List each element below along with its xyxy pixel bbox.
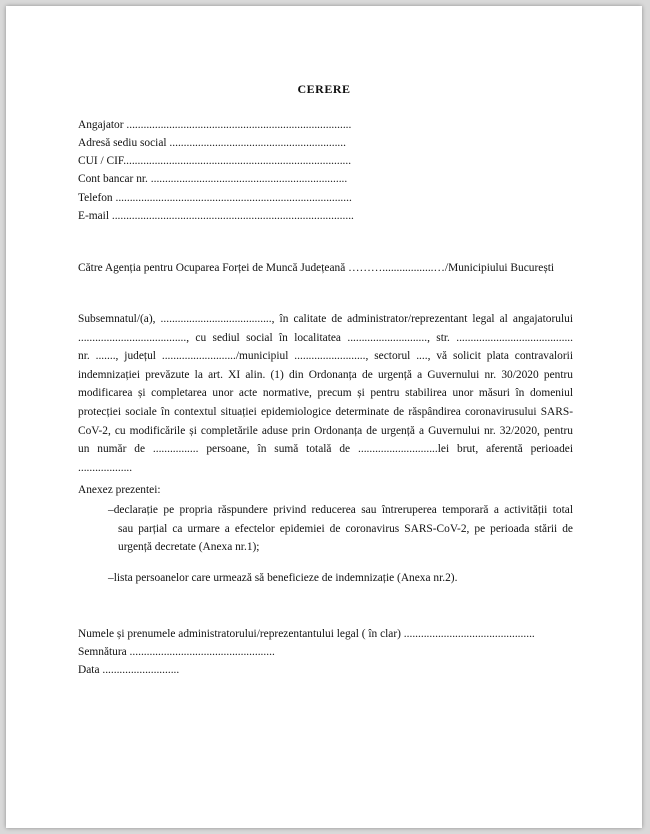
cui-field: CUI / CIF................................................................................	[78, 155, 352, 167]
document-title: CERERE	[297, 82, 351, 96]
administrator-name-field: Numele și prenumele administratorului/reprezentantului legal ( în clar) ..............................................	[78, 628, 535, 640]
paragraph-line: un număr de ................ persoane, în sumă totală de ............................lei brut, aferentă perioadei	[78, 443, 573, 456]
signature-field: Semnătura ...................................................	[78, 646, 275, 658]
paragraph-line: CoV-2, cu modificările și completările aduse prin Ordonanța de urgență a Guvernului nr. 32/2020, pentru	[78, 424, 573, 437]
annex-item	[108, 569, 573, 588]
employer-field: Angajator ...............................................................................	[78, 119, 352, 131]
request-paragraph	[78, 310, 573, 477]
paragraph-line: nr. ......., județul ........................../municipiul ........................., sectorul ...., vă solicit plata contravalorii	[78, 350, 573, 363]
annex-item-line: –lista persoanelor care urmează să beneficieze de indemnizație (Anexa nr.2).	[108, 572, 458, 584]
address-field: Adresă sediu social ..............................................................	[78, 137, 346, 149]
paragraph-line: ...................	[78, 461, 133, 474]
date-field: Data ...........................	[78, 664, 180, 676]
paragraph-line: modificarea și completarea unor acte normative, precum și pentru stabilirea unor măsuri în domeniul	[78, 387, 573, 400]
document-page	[6, 6, 642, 828]
paragraph-line: Subsemnatul/(a), ......................................., în calitate de administrator/reprezentant legal al angajatorului	[78, 313, 573, 325]
annex-item-line: –declarație pe propria răspundere privind reducerea sau întreruperea temporară a activității total	[108, 504, 573, 516]
annex-item	[108, 501, 573, 557]
annex-item-line: sau parțial ca urmare a efectelor epidemiei de coronavirus SARS-CoV-2, pe perioada stării de	[118, 522, 573, 535]
bank-account-field: Cont bancar nr. .....................................................................	[78, 173, 348, 185]
paragraph-line: protecției sociale în contextul situației epidemiologice determinate de răspândirea coronavirusului SARS-	[78, 405, 573, 418]
addressee-line: Către Agenția pentru Ocuparea Forței de Muncă Județeană ………..................…/Municipiului București	[78, 262, 555, 274]
phone-field: Telefon ...................................................................................	[78, 192, 352, 204]
paragraph-line: indemnizației prevăzute la art. XI alin. (1) din Ordonanța de urgență a Guvernului nr. 30/2020 pentru	[78, 368, 573, 381]
email-field: E-mail .....................................................................................	[78, 210, 354, 222]
paragraph-line: ......................................, cu sediul social în localitatea ............................, str. .........................................	[78, 331, 573, 344]
annex-item-line: urgență decretate (Anexa nr.1);	[118, 541, 260, 554]
annex-heading: Anexez prezentei:	[78, 484, 161, 496]
